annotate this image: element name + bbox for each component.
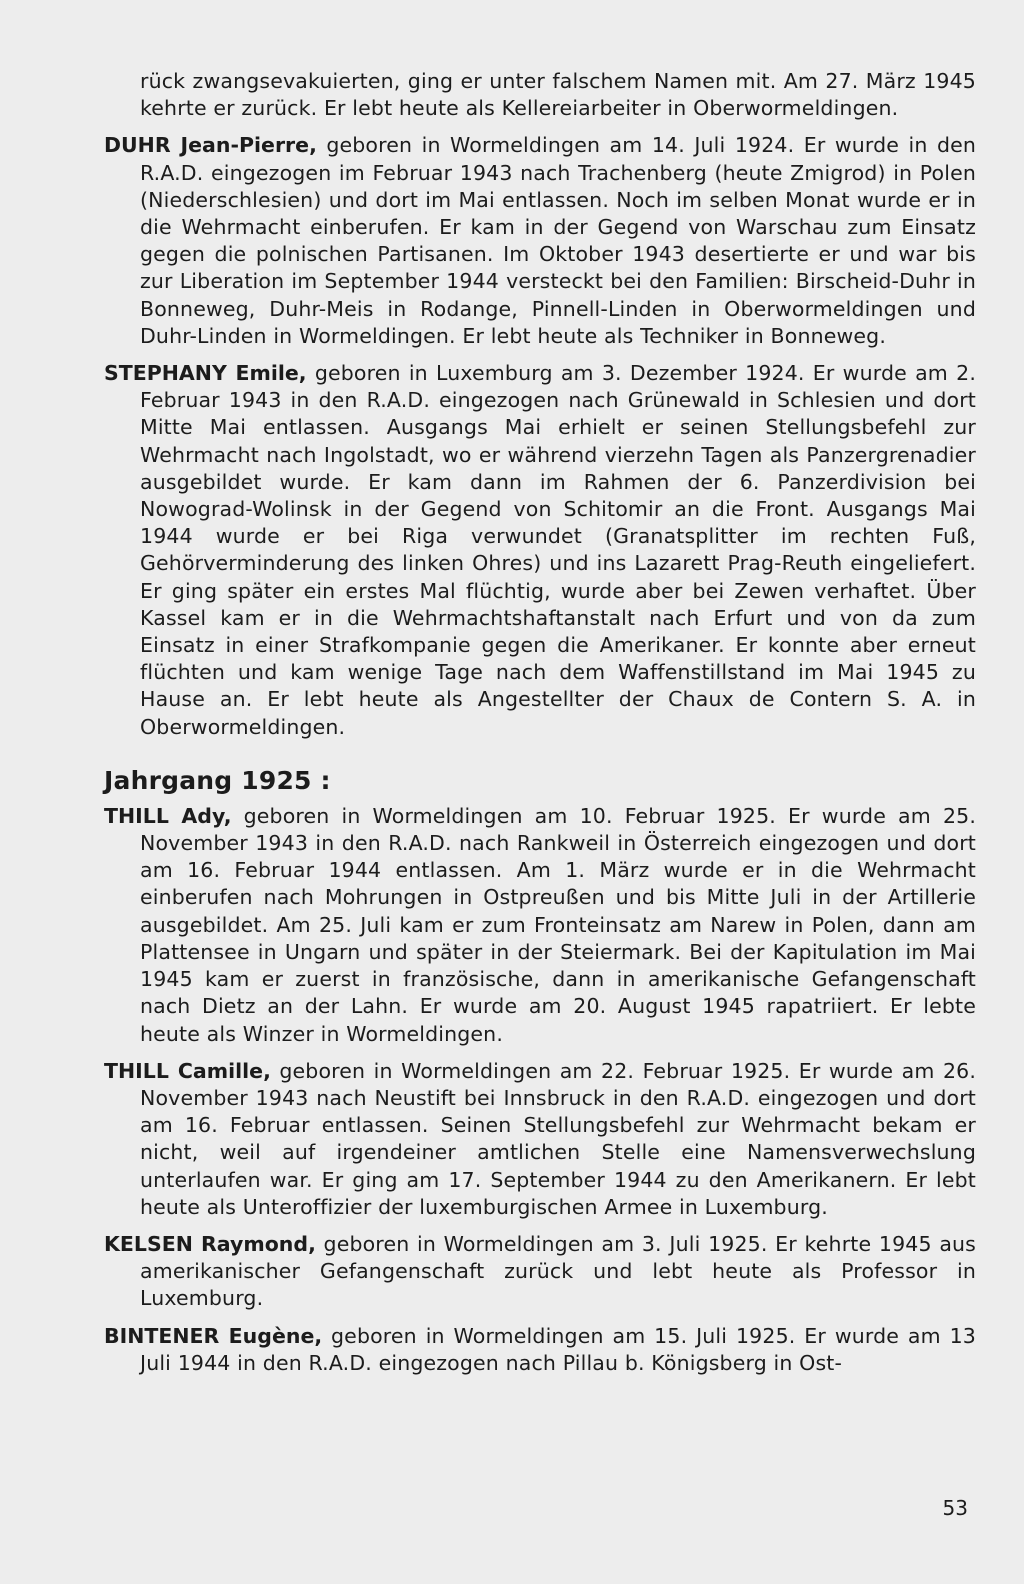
entry-name: STEPHANY Emile, [104,361,307,386]
entry-bintener [104,1323,976,1377]
entry-thill-ady [104,803,976,1048]
entry-text: geboren in Luxemburg am 3. Dezember 1924. Er wurde am 2. Februar 1943 in den R.A.D. eingezogen nach Grünewald in Schlesien und dort Mitte Mai entlassen. Ausgangs Mai erhielt er seinen Stellungsbefehl zur Wehrmacht nach Ingolstadt, wo er während vierzehn Tagen als Panzergrenadier ausgebildet wurde. Er kam dann im Rahmen der 6. Panzerdivision bei Nowograd-Wolinsk in der Gegend von Schitomir an die Front. Ausgangs Mai 1944 wurde er bei Riga verwundet (Granatsplitter im rechten Fuß, Gehörverminderung des linken Ohres) und ins Lazarett Prag-Reuth eingeliefert. Er ging später ein erstes Mal flüchtig, wurde aber bei Zewen verhaftet. Über Kassel kam er in die Wehrmachtshaftanstalt nach Erfurt und von da zum Einsatz in einer Strafkompanie gegen die Amerikaner. Er konnte aber erneut flüchten und kam wenige Tage nach dem Waffenstillstand im Mai 1945 zu Hause an. Er lebt heute als Angestellter der Chaux de Contern S. A. in Oberwormeldingen. [140,361,976,739]
section-heading: Jahrgang 1925 : [104,765,331,795]
entry-text: geboren in Wormeldingen am 10. Februar 1925. Er wurde am 25. November 1943 in den R.A.D. nach Rankweil in Österreich eingezogen und dort am 16. Februar 1944 entlassen. Am 1. März wurde er in die Wehrmacht einberufen nach Mohrungen in Ostpreußen und bis Mitte Juli in der Artillerie ausgebildet. Am 25. Juli kam er zum Fronteinsatz am Narew in Polen, dann am Plattensee in Ungarn und später in der Steiermark. Bei der Kapitulation im Mai 1945 kam er zuerst in französische, dann in amerikanische Gefangenschaft nach Dietz an der Lahn. Er wurde am 20. August 1945 rapatriiert. Er lebte heute als Winzer in Wormeldingen. [140,803,976,1046]
entry-name: THILL Ady, [104,803,232,828]
entry-kelsen [104,1231,976,1313]
entry-stephany [104,360,976,741]
intro-text: rück zwangsevakuierten, ging er unter falschem Namen mit. Am 27. März 1945 kehrte er zurück. Er lebt heute als Kellereiarbeiter in Oberwormeldingen. [140,69,976,121]
entry-name: DUHR Jean-Pierre, [104,133,317,158]
page-number: 53 [942,1496,968,1520]
entry-duhr [104,132,976,350]
entry-thill-camille [104,1058,976,1221]
entry-text: geboren in Wormeldingen am 3. Juli 1925. Er kehrte 1945 aus amerikanischer Gefangenschaft zurück und lebt heute als Professor in Luxemburg. [140,1231,976,1311]
intro-paragraph [104,68,976,122]
entry-name: KELSEN Raymond, [104,1231,316,1256]
body-text [104,68,976,1387]
entry-name: THILL Camille, [104,1058,271,1083]
entry-text: geboren in Wormeldingen am 22. Februar 1925. Er wurde am 26. November 1943 nach Neustift bei Innsbruck in den R.A.D. eingezogen und dort am 16. Februar entlassen. Seinen Stellungsbefehl zur Wehrmacht bekam er nicht, weil auf irgendeiner amtlichen Stelle eine Namensverwechslung unterlaufen war. Er ging am 17. September 1944 zu den Amerikanern. Er lebt heute als Unteroffizier der luxemburgischen Armee in Luxemburg. [140,1058,976,1219]
entry-text: geboren in Wormeldingen am 14. Juli 1924. Er wurde in den R.A.D. eingezogen im Februar 1943 nach Trachenberg (heute Zmigrod) in Polen (Niederschlesien) und dort im Mai entlassen. Noch im selben Monat wurde er in die Wehrmacht einberufen. Er kam in der Gegend von Warschau zum Einsatz gegen die polnischen Partisanen. Im Oktober 1943 desertierte er und war bis zur Liberation im September 1944 versteckt bei den Familien: Birscheid-Duhr in Bonneweg, Duhr-Meis in Rodange, Pinnell-Linden in Oberwormeldingen und Duhr-Linden in Wormeldingen. Er lebt heute als Techniker in Bonneweg. [140,133,977,348]
entry-text: geboren in Wormeldingen am 15. Juli 1925. Er wurde am 13 Juli 1944 in den R.A.D. eingezogen nach Pillau b. Königsberg in Ost- [140,1323,976,1375]
entry-name: BINTENER Eugène, [104,1323,323,1348]
